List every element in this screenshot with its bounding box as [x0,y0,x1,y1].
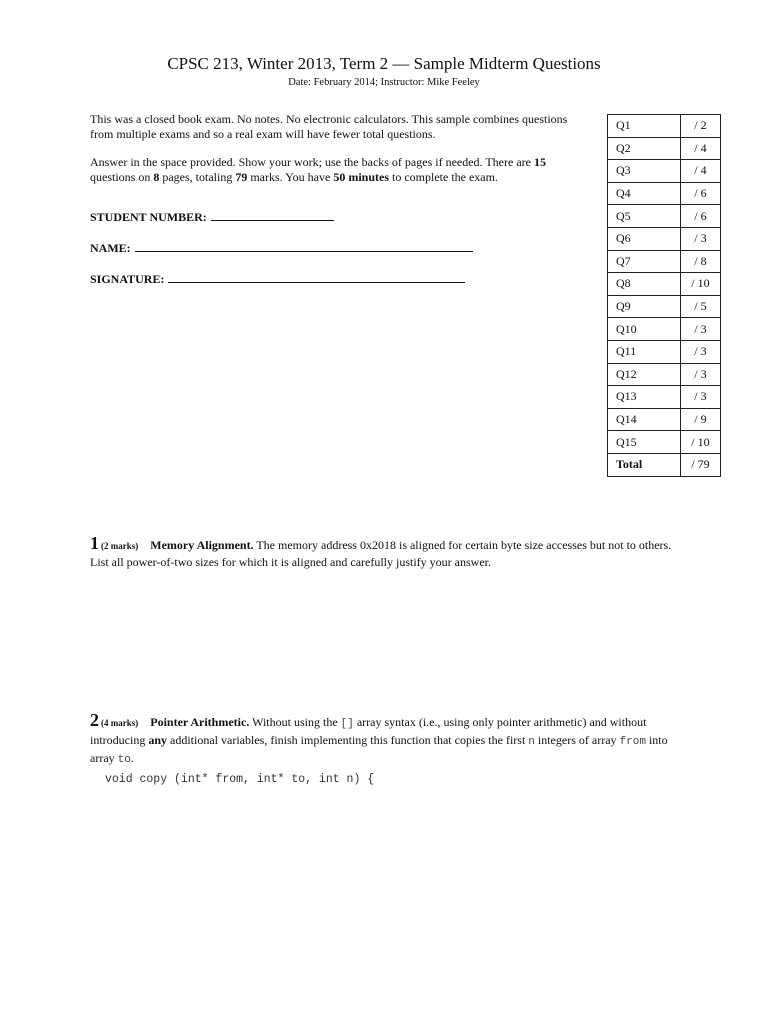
score-cell[interactable]: / 3 [680,318,720,341]
question-label-cell: Q13 [608,386,681,409]
question-label-cell: Q3 [608,160,681,183]
question-text: . [130,751,134,765]
question-text: Without using the [249,715,341,729]
student-number-label: STUDENT NUMBER: [90,210,207,224]
student-number-field[interactable] [90,208,334,225]
question-heading: Pointer Arithmetic. [150,715,250,729]
signature-line[interactable] [168,270,465,283]
question-label-cell: Q4 [608,182,681,205]
question-label-cell: Q7 [608,250,681,273]
score-cell[interactable]: / 3 [680,363,720,386]
total-marks: 79 [235,170,248,184]
marks-table [607,114,721,477]
score-cell[interactable]: / 2 [680,115,720,138]
marks-row [608,182,721,205]
question-number: 2 [90,710,99,730]
score-cell[interactable]: / 6 [680,182,720,205]
name-line[interactable] [135,239,473,252]
question-label-cell: Q2 [608,137,681,160]
question-count: 15 [533,155,546,169]
question-label-cell: Q12 [608,363,681,386]
marks-row [608,137,721,160]
code-snippet: void copy (int* from, int* to, int n) { [105,773,375,786]
marks-row [608,273,721,296]
emphasis: any [148,733,168,747]
page-subtitle: Date: February 2014; Instructor: Mike Feeley [288,77,480,88]
score-cell[interactable]: / 3 [680,386,720,409]
inline-code: [] [340,718,354,730]
marks-row [608,340,721,363]
instructions-text: to complete the exam. [389,170,498,184]
question-label-cell: Q6 [608,227,681,250]
name-field[interactable] [90,239,473,256]
marks-row [608,205,721,228]
page-count: 8 [153,170,160,184]
question-label-cell: Q10 [608,318,681,341]
inline-code: from [619,736,646,748]
inline-code: to [117,754,131,766]
instructions-text: questions on [90,170,154,184]
question-number: 1 [90,533,99,553]
question-text: additional variables, finish implementing this function that copies the first [167,733,529,747]
question-label-cell: Q8 [608,273,681,296]
instructions-text: pages, totaling [159,170,236,184]
question-text: into array [90,733,668,765]
score-cell[interactable]: / 4 [680,137,720,160]
score-cell[interactable]: / 8 [680,250,720,273]
score-cell[interactable]: / 10 [680,431,720,454]
marks-row [608,408,721,431]
marks-row [608,363,721,386]
question-label-cell: Q1 [608,115,681,138]
question-label-cell: Q5 [608,205,681,228]
instructions-paragraph [90,155,590,185]
score-cell[interactable]: / 5 [680,295,720,318]
marks-row [608,386,721,409]
signature-field[interactable] [90,270,465,287]
question-2 [90,712,690,768]
marks-row [608,115,721,138]
question-label-cell: Q15 [608,431,681,454]
question-1 [90,535,690,570]
score-cell[interactable]: / 3 [680,340,720,363]
score-cell[interactable]: / 3 [680,227,720,250]
question-label-cell: Q9 [608,295,681,318]
student-number-line[interactable] [211,208,334,221]
signature-label: SIGNATURE: [90,272,165,286]
score-cell[interactable]: / 79 [680,453,720,476]
question-heading: Memory Alignment. [150,538,254,552]
question-label-cell: Q14 [608,408,681,431]
score-cell[interactable]: / 6 [680,205,720,228]
instructions-text: marks. You have [247,170,334,184]
marks-total-row [608,453,721,476]
page-title: CPSC 213, Winter 2013, Term 2 — Sample Midterm Questions [167,54,601,73]
marks-row [608,160,721,183]
question-marks: (2 marks) [101,541,139,551]
score-cell[interactable]: / 9 [680,408,720,431]
question-text: integers of array [534,733,620,747]
instructions-text: Answer in the space provided. Show your work; use the backs of pages if needed. There are [90,155,534,169]
question-text: array syntax (i.e., using only pointer arithmetic) and without introducing [90,715,647,747]
marks-row [608,295,721,318]
question-text: The memory address 0x2018 is aligned for certain byte size accesses but not to others. List all power-of-two sizes for which it is aligned and carefully justify your answer. [90,538,672,569]
inline-code: n [528,736,535,748]
question-marks: (4 marks) [101,718,139,728]
marks-row [608,250,721,273]
marks-row [608,227,721,250]
time-limit: 50 minutes [333,170,389,184]
intro-paragraph: This was a closed book exam. No notes. No electronic calculators. This sample combines questions from multiple exams and so a real exam will have fewer total questions. [90,112,568,141]
score-cell[interactable]: / 10 [680,273,720,296]
question-label-cell: Total [608,453,681,476]
marks-row [608,431,721,454]
marks-row [608,318,721,341]
score-cell[interactable]: / 4 [680,160,720,183]
question-label-cell: Q11 [608,340,681,363]
name-label: NAME: [90,241,131,255]
